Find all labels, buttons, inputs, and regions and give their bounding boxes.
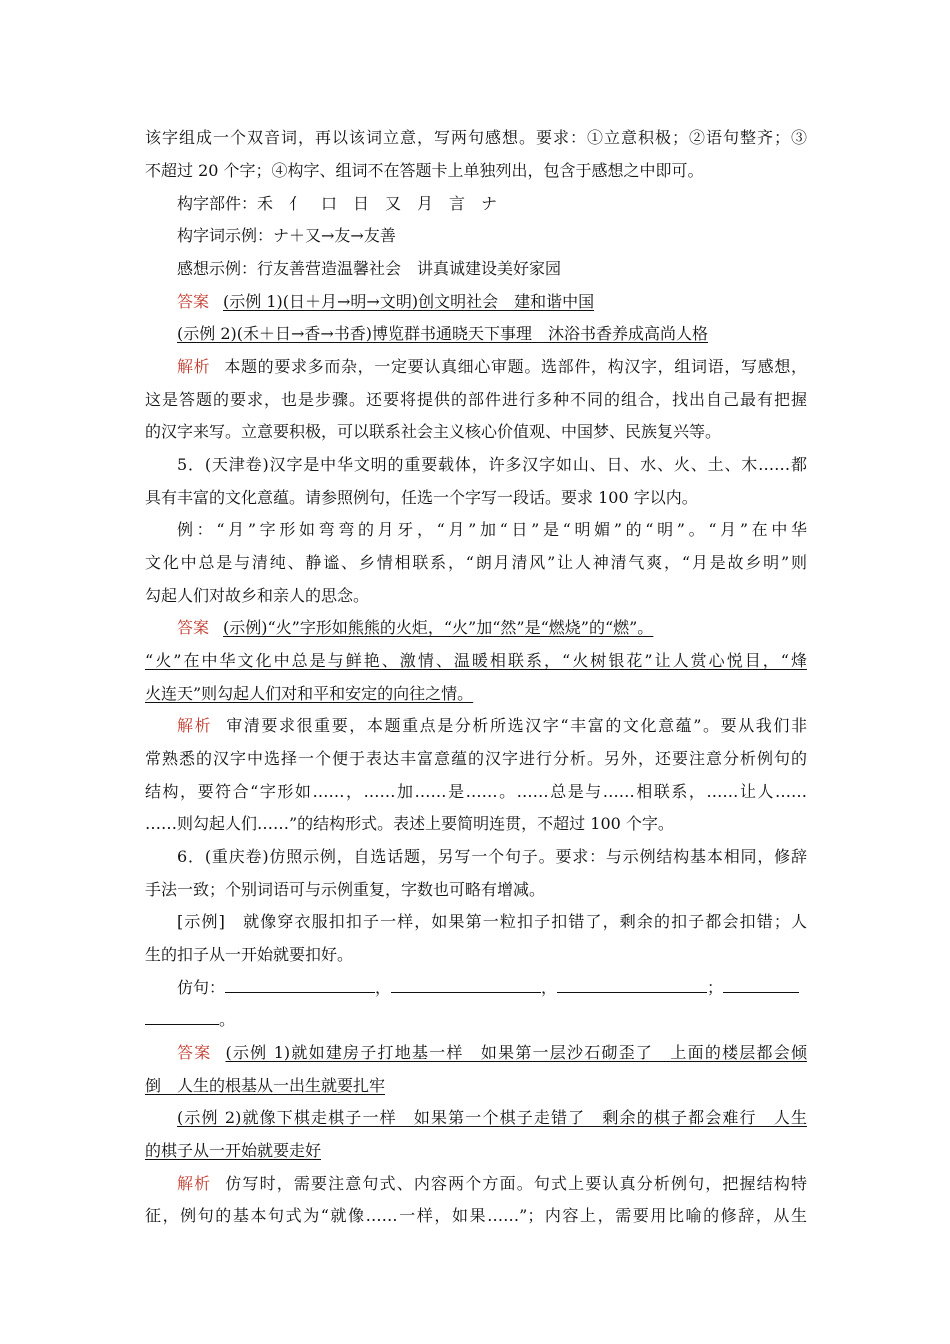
answer-label: 答案 [177, 1043, 212, 1062]
punctuation: 。 [219, 1010, 236, 1029]
text-line: 感想示例：行友善营造温馨社会 讲真诚建设美好家园 [177, 259, 562, 278]
text-line: 的汉字来写。立意要积极，可以联系社会主义核心价值观、中国梦、民族复兴等。 [145, 422, 722, 441]
example-line: [示例] 就像穿衣服扣扣子一样，如果第一粒扣子扣错了，剩余的扣子都会扣错；人 [177, 912, 807, 931]
text-line: 征，例句的基本句式为“就像……一样，如果……”；内容上，需要用比喻的修辞，从生 [145, 1206, 807, 1225]
question-6: 6．(重庆卷)仿照示例，自选话题，另写一个句子。要求：与示例结构基本相同，修辞 [177, 847, 807, 866]
answer-line [177, 292, 807, 312]
text-line: 手法一致；个别词语可与示例重复，字数也可略有增减。 [145, 880, 546, 899]
answer-line [177, 1043, 807, 1063]
answer-text: (示例)“火”字形如熊熊的火炬，“火”加“然”是“燃烧”的“燃”。 [223, 618, 654, 637]
answer-text: 火连天”则勾起人们对和平和安定的向往之情。 [145, 684, 474, 703]
text-line: ……则勾起人们……”的结构形式。表述上要简明连贯，不超过 100 个字。 [145, 814, 674, 833]
answer-text: “火”在中华文化中总是与鲜艳、激情、温暖相联系，“火树银花”让人赏心悦目，“烽 [145, 651, 807, 670]
answer-blank[interactable] [391, 978, 541, 993]
punctuation: ， [375, 978, 392, 997]
analysis-label: 解析 [177, 357, 211, 376]
analysis-text: 审清要求很重要，本题重点是分析所选汉字“丰富的文化意蕴”。要从我们非 [226, 716, 807, 735]
answer-line [145, 1141, 807, 1161]
answer-text: 倒 人生的根基从一出生就要扎牢 [145, 1076, 386, 1095]
analysis-label: 解析 [177, 1174, 212, 1193]
text-line: 该字组成一个双音词，再以该词立意，写两句感想。要求：①立意积极；②语句整齐；③ [145, 128, 807, 147]
analysis-line [177, 716, 807, 736]
answer-text: (示例 1)就如建房子打地基一样 如果第一层沙石砌歪了 上面的楼层都会倾 [225, 1043, 807, 1062]
answer-blank[interactable] [557, 978, 707, 993]
text-line: 常熟悉的汉字中选择一个便于表达丰富意蕴的汉字进行分析。另外，还要注意分析例句的 [145, 749, 807, 768]
answer-line [177, 618, 807, 638]
answer-line [145, 1076, 807, 1096]
question-5: 5．(天津卷)汉字是中华文明的重要载体，许多汉字如山、日、水、火、土、木……都 [177, 455, 807, 474]
answer-line [177, 324, 807, 344]
text-line: 结构，要符合“字形如……，……加……是……。……总是与……相联系，……让人…… [145, 782, 807, 801]
answer-label: 答案 [177, 292, 210, 311]
text-line: 构字词示例：ナ＋又→友→友善 [177, 226, 396, 245]
text-line: 文化中总是与清纯、静谧、乡情相联系，“朗月清风”让人神清气爽，“月是故乡明”则 [145, 553, 807, 572]
text-line: 这是答题的要求，也是步骤。还要将提供的部件进行多种不同的组合，找出自己最有把握 [145, 390, 807, 409]
text-line: 构字部件：禾 亻 口 日 又 月 言 ナ [177, 194, 498, 213]
answer-blank[interactable] [145, 1010, 219, 1025]
answer-blank[interactable] [225, 978, 375, 993]
imitation-label: 仿句： [177, 978, 226, 997]
analysis-label: 解析 [177, 716, 213, 735]
imitation-line [177, 978, 807, 998]
example-line: 例：“月”字形如弯弯的月牙，“月”加“日”是“明媚”的“明”。“月”在中华 [177, 520, 807, 539]
analysis-text: 仿写时，需要注意句式、内容两个方面。句式上要认真分析例句，把握结构特 [225, 1174, 807, 1193]
answer-text: (示例 2)(禾＋日→香→书香)博览群书通晓天下事理 沐浴书香养成高尚人格 [177, 324, 709, 343]
punctuation: ， [541, 978, 558, 997]
text-line: 不超过 20 个字；④构字、组词不在答题卡上单独列出，包含于感想之中即可。 [145, 161, 704, 180]
punctuation: ； [707, 978, 724, 997]
analysis-line [177, 1174, 807, 1194]
answer-line [145, 684, 807, 704]
answer-label: 答案 [177, 618, 210, 637]
analysis-line [177, 357, 807, 377]
text-line: 勾起人们对故乡和亲人的思念。 [145, 586, 370, 605]
answer-blank[interactable] [723, 978, 799, 993]
imitation-line-cont [145, 1010, 807, 1030]
answer-text: (示例 2)就像下棋走棋子一样 如果第一个棋子走错了 剩余的棋子都会难行 人生 [177, 1108, 807, 1127]
answer-text: 的棋子从一开始就要走好 [145, 1141, 322, 1160]
answer-text: (示例 1)(日＋月→明→文明)创文明社会 建和谐中国 [223, 292, 595, 311]
text-line: 生的扣子从一开始就要扣好。 [145, 945, 354, 964]
text-line: 具有丰富的文化意蕴。请参照例句，任选一个字写一段话。要求 100 字以内。 [145, 488, 698, 507]
analysis-text: 本题的要求多而杂，一定要认真细心审题。选部件，构汉字，组词语，写感想， [224, 357, 807, 376]
